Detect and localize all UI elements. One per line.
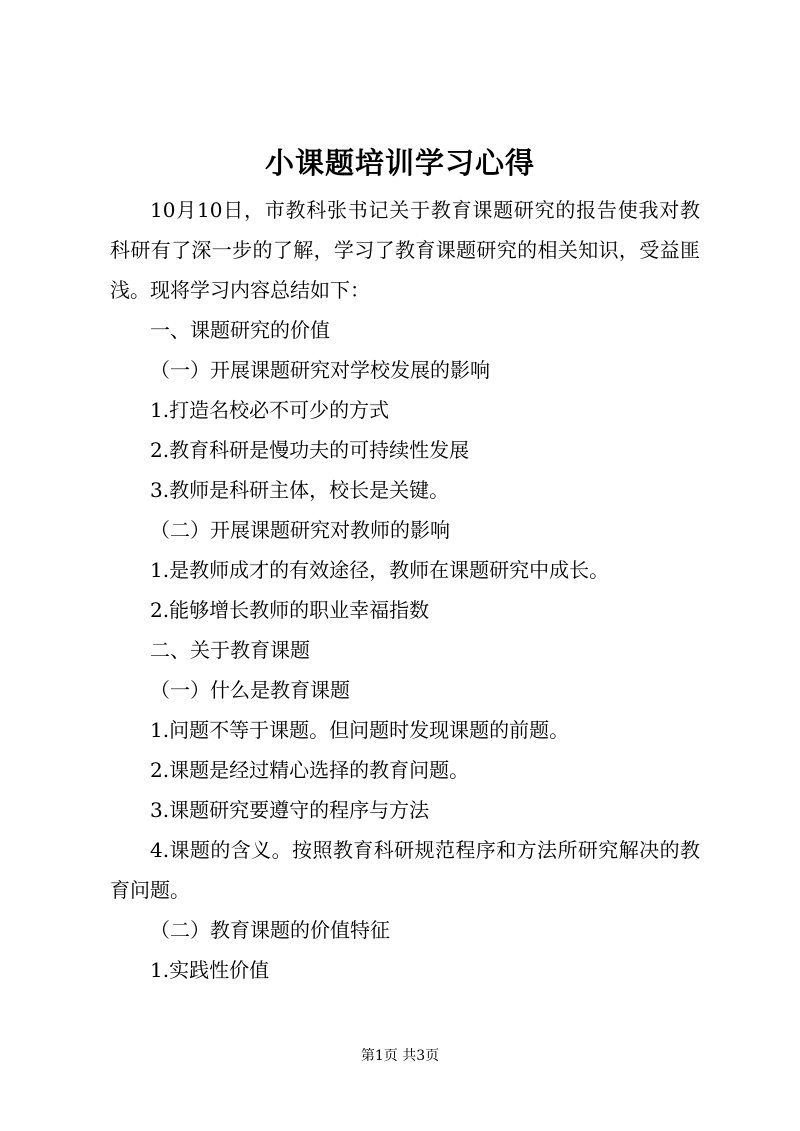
subsection-heading-1-1: （一）开展课题研究对学校发展的影响 — [150, 358, 490, 382]
page-number-footer: 第1页 共3页 — [360, 1048, 440, 1064]
list-item: 1.问题不等于课题。但问题时发现课题的前题。 — [150, 718, 570, 742]
document-title: 小课题培训学习心得 — [264, 146, 535, 180]
paragraph-intro: 10月10日，市教科张书记关于教育课题研究的报告使我对教科研有了深一步的了解，学习了教育课题研究的相关知识，受益匪浅。现将学习内容总结如下： — [110, 198, 700, 302]
subsection-heading-2-2: （二）教育课题的价值特征 — [150, 918, 390, 942]
list-item: 3.课题研究要遵守的程序与方法 — [150, 798, 430, 822]
list-item: 4.课题的含义。按照教育科研规范程序和方法所研究解决的教育问题。 — [110, 838, 700, 902]
list-item: 1.是教师成才的有效途径，教师在课题研究中成长。 — [150, 558, 610, 582]
subsection-heading-2-1: （一）什么是教育课题 — [150, 678, 350, 702]
document-body — [110, 190, 700, 990]
subsection-heading-1-2: （二）开展课题研究对教师的影响 — [150, 518, 450, 542]
section-heading-1: 一、课题研究的价值 — [150, 318, 330, 342]
list-item: 2.教育科研是慢功夫的可持续性发展 — [150, 438, 470, 462]
list-item: 1.实践性价值 — [150, 958, 270, 982]
list-item: 3.教师是科研主体，校长是关键。 — [150, 478, 450, 502]
list-item: 2.能够增长教师的职业幸福指数 — [150, 598, 430, 622]
list-item: 1.打造名校必不可少的方式 — [150, 398, 390, 422]
list-item: 2.课题是经过精心选择的教育问题。 — [150, 758, 470, 782]
section-heading-2: 二、关于教育课题 — [150, 638, 310, 662]
